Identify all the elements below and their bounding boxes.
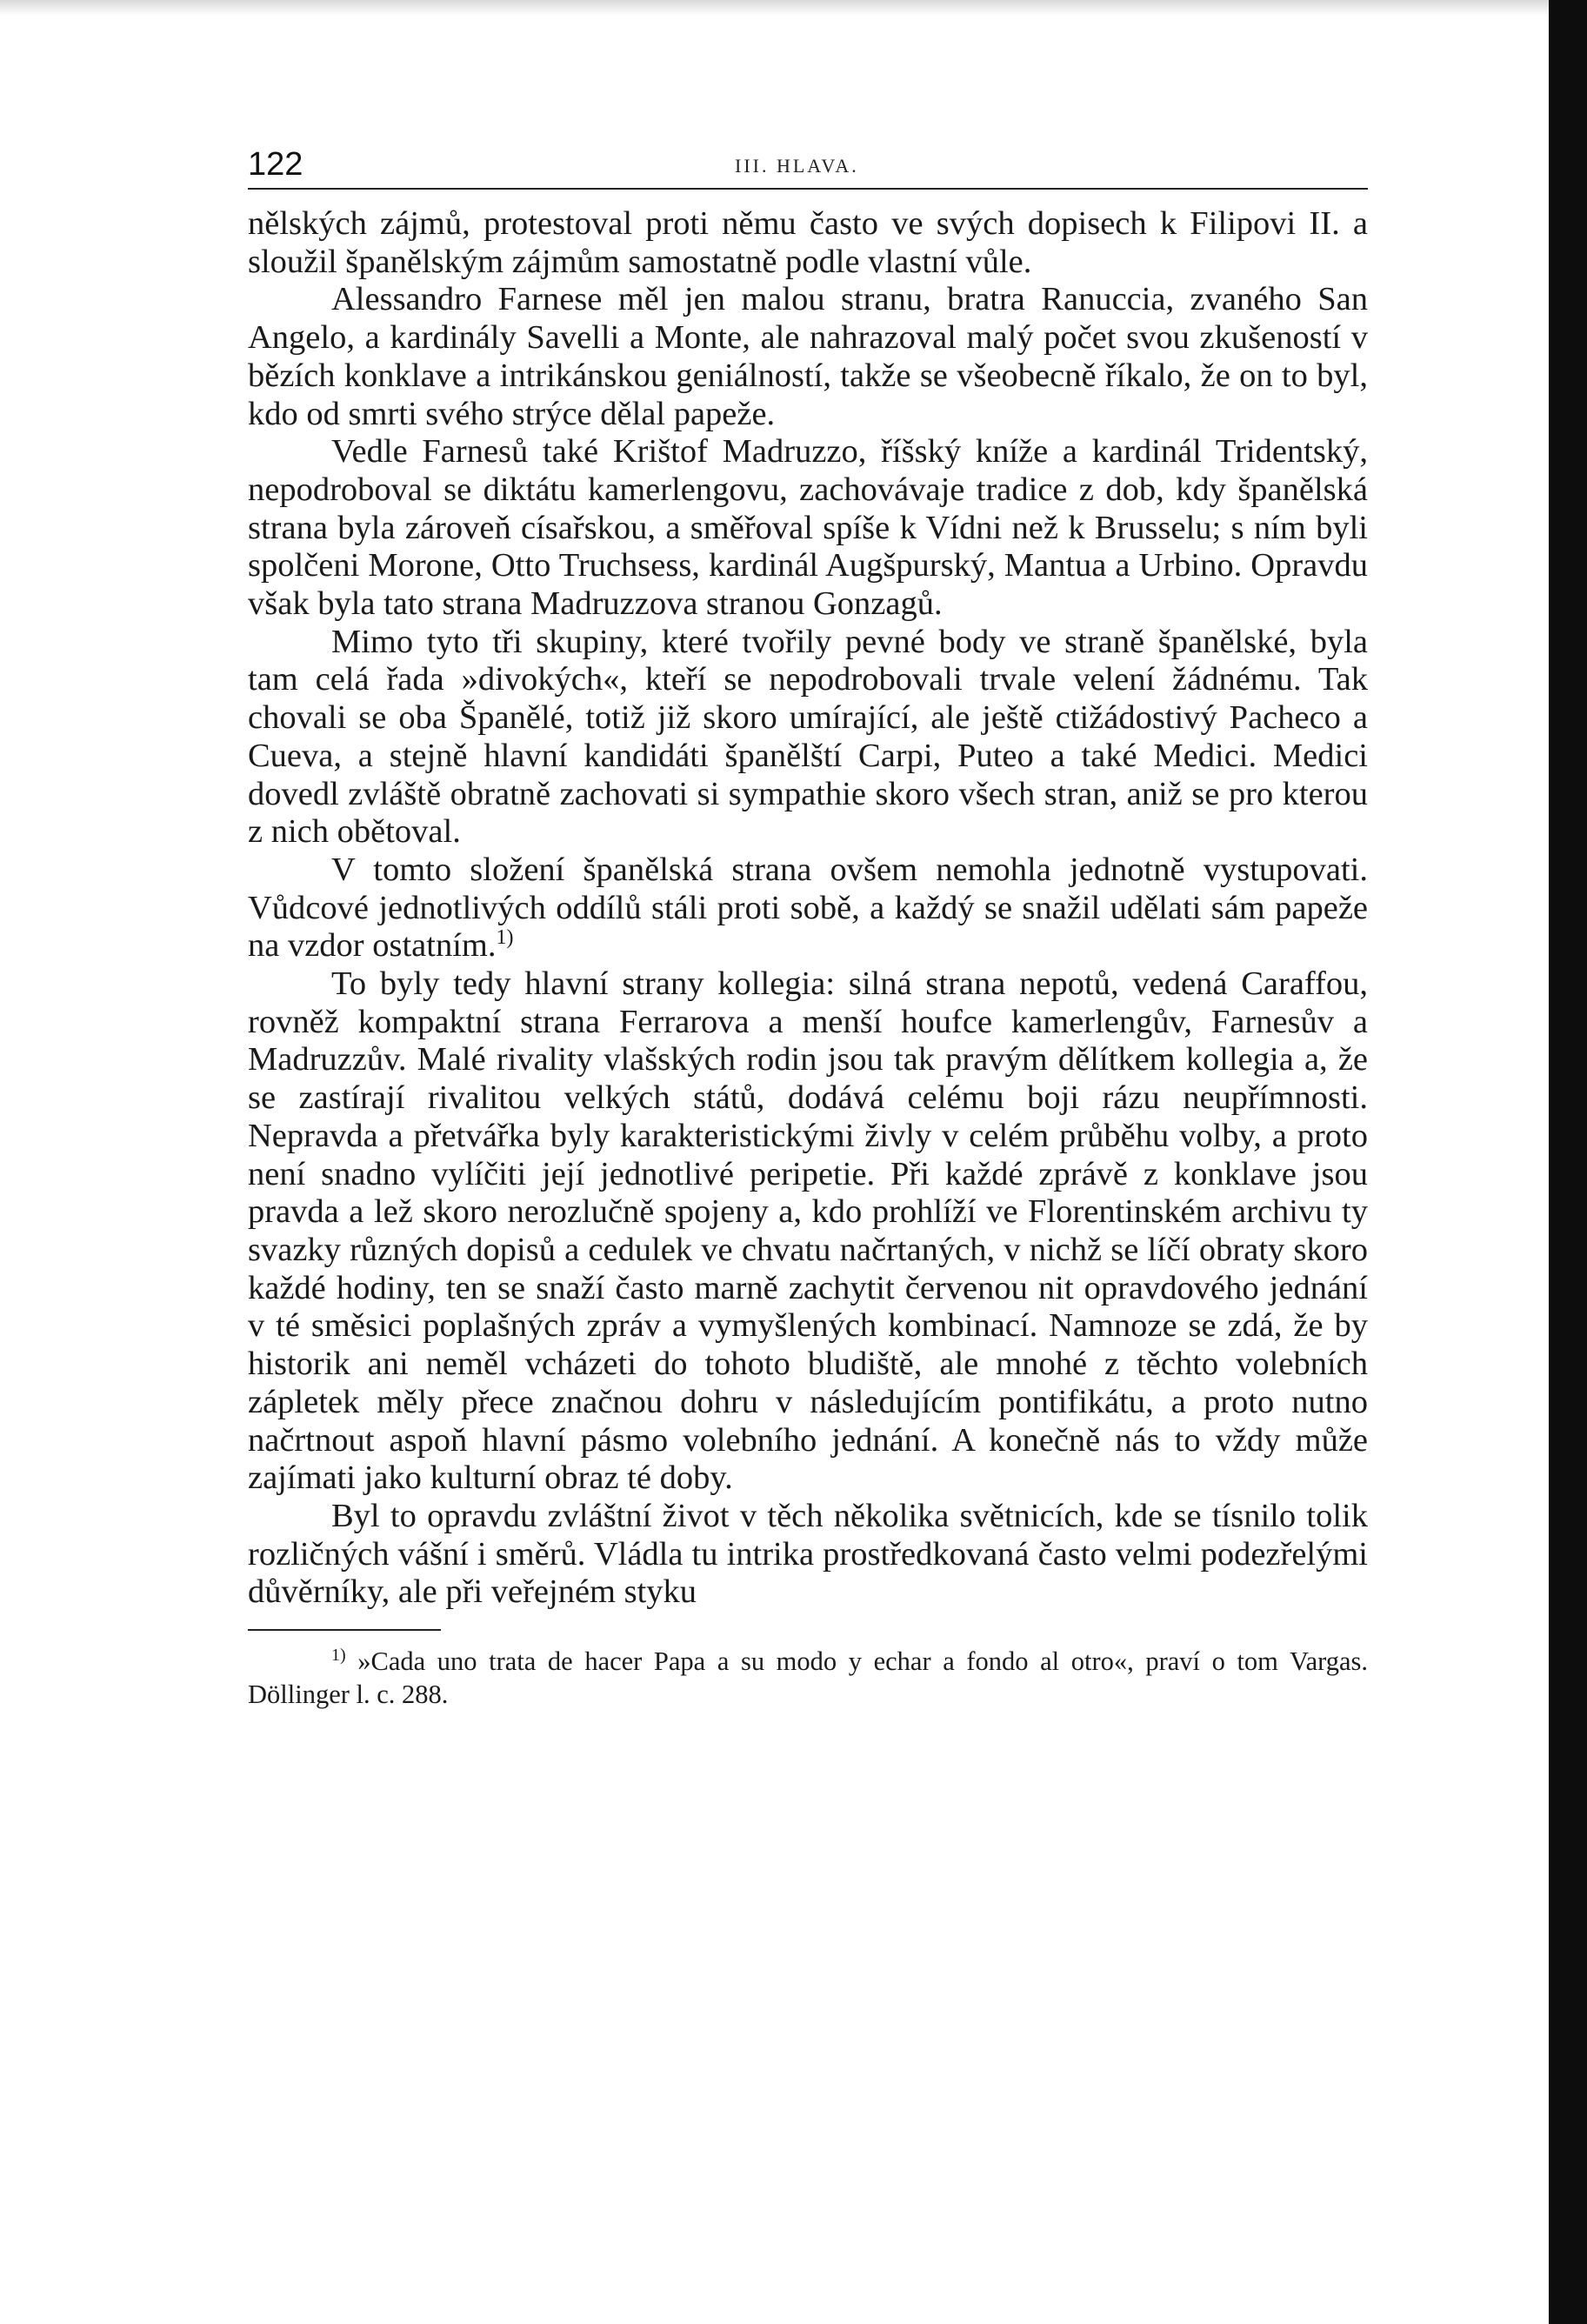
paragraph-2: Alessandro Farnese měl jen malou stranu, bratra Ranuccia, zvaného San Angelo, a kardinály Savelli a Monte, ale nahrazoval malý počet svou zkušeností v bězích konklave a intrikánskou geniálností, takže se všeobecně říkalo, že on to byl, kdo od smrti svého strýce dělal papeže. [248, 281, 1368, 432]
body-text [248, 205, 1368, 1612]
paragraph-5-text: V tomto složení španělská strana ovšem nemohla jednotně vystupovati. Vůdcové jednotlivých oddílů stáli proti sobě, a každý se snažil udělati sám papeže na vzdor ostatním. [248, 851, 1368, 965]
paragraph-3: Vedle Farnesů také Krištof Madruzzo, říšský kníže a kardinál Tridentský, nepodroboval se diktátu kamerlengovu, zachovávaje tradice z dob, kdy španělská strana byla zároveň císařskou, a směřoval spíše k Vídni než k Brusselu; s ním byli spolčeni Morone, Otto Truchsess, kardinál Augšpurský, Mantua a Urbino. Opravdu však byla tato strana Madruzzova stranou Gonzagů. [248, 433, 1368, 623]
running-head [248, 139, 1368, 190]
book-page [248, 139, 1368, 1711]
paragraph-1: nělských zájmů, protestoval proti němu často ve svých dopisech k Filipovi II. a sloužil španělským zájmům samostatně podle vlastní vůle. [248, 205, 1368, 280]
chapter-title: III. HLAVA. [735, 155, 859, 177]
footnote-rule [248, 1629, 441, 1631]
footnote-reference[interactable]: 1) [496, 926, 514, 950]
paragraph-6: To byly tedy hlavní strany kollegia: silná strana nepotů, vedená Caraffou, rovněž kompaktní strana Ferrarova a menší houfce kamerlengův, Farnesův a Madruzzův. Malé rivality vlašských rodin jsou tak pravým dělítkem kollegia a, že se zastírají rivalitou velkých států, dodává celému boji rázu neupřímnosti. Nepravda a přetvářka byly karakteristickými živly v celém průběhu volby, a proto není snadno vylíčiti její jednotlivé peripetie. Při každé zprávě z konklave jsou pravda a lež skoro nerozlučně spojeny a, kdo prohlíží ve Florentinském archivu ty svazky různých dopisů a cedulek ve chvatu načrtaných, v nichž se líčí obraty skoro každé hodiny, ten se snaží často marně zachytit červenou nit opravdového jednání v té směsici poplašných zpráv a vymyšlených kombinací. Namnoze se zdá, že by historik ani neměl vcházeti do tohoto bludiště, ale mnohé z těchto volebních zápletek měly přece značnou dohru v následujícím pontifikátu, a proto nutno načrtnout aspoň hlavní pásmo volebního jednání. A konečně nás to vždy může zajímati jako kulturní obraz té doby. [248, 965, 1368, 1497]
footnote-marker: 1) [331, 1645, 346, 1665]
paragraph-5 [248, 851, 1368, 965]
paragraph-7: Byl to opravdu zvláštní život v těch několika světnicích, kde se tísnilo tolik rozličných vášní i směrů. Vládla tu intrika prostředkovaná často velmi podezřelými důvěrníky, ale při veřejném styku [248, 1497, 1368, 1611]
scan-shadow-top [0, 0, 1549, 16]
footnote-text: »Cada uno trata de hacer Papa a su modo y echar a fondo al otro«, praví o tom Vargas. Döllinger l. c. 288. [248, 1646, 1369, 1710]
page-number: 122 [248, 146, 303, 183]
scan-edge-dark [1549, 0, 1587, 2324]
footnote [248, 1645, 1368, 1711]
paragraph-4: Mimo tyto tři skupiny, které tvořily pevné body ve straně španělské, byla tam celá řada »divokých«, kteří se nepodrobovali trvale velení žádnému. Tak chovali se oba Španělé, totiž již skoro umírající, ale ještě ctižádostivý Pacheco a Cueva, a stejně hlavní kandidáti španělští Carpi, Puteo a také Medici. Medici dovedl zvláště obratně zachovati si sympathie skoro všech stran, aniž se pro kterou z nich obětoval. [248, 623, 1368, 851]
